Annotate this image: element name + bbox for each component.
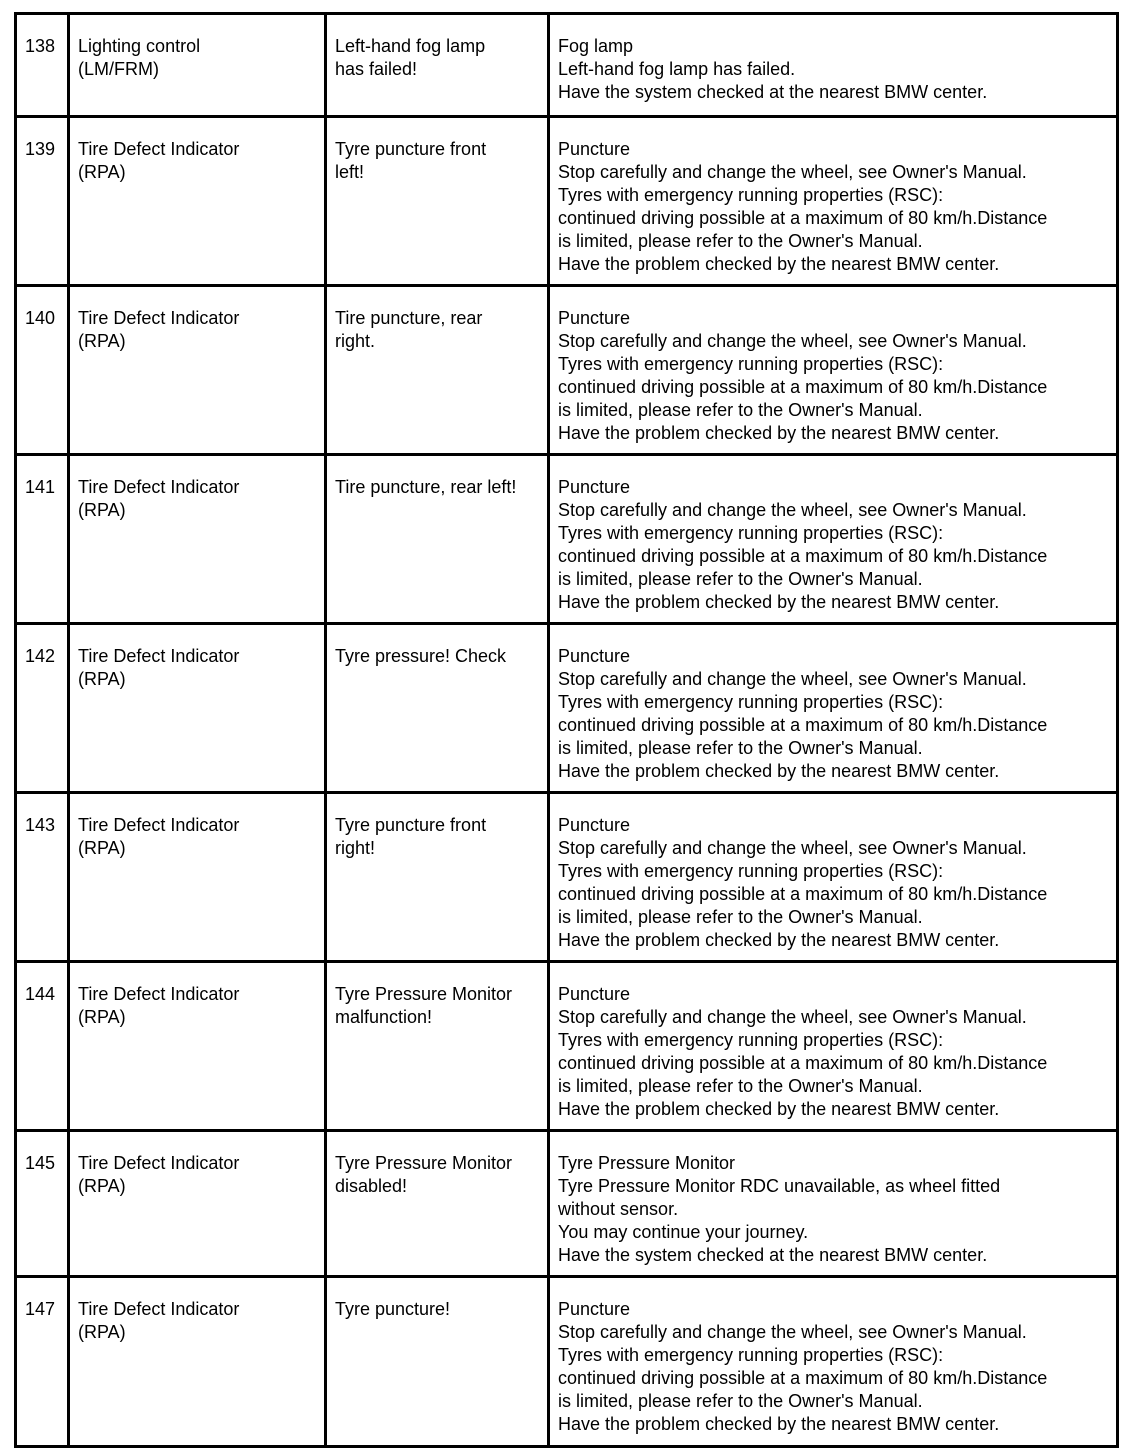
description-line: continued driving possible at a maximum of 80 km/h.Distance [558,208,1048,228]
description-line: Tyres with emergency running properties (RSC): [558,523,944,543]
message-line: Tire puncture, rear [335,308,483,328]
table-row [16,1131,1118,1277]
system-cell [69,793,326,962]
system-cell [69,1277,326,1447]
description-line: Puncture [558,815,631,835]
system-line: Tire Defect Indicator [78,1299,240,1319]
message-number: 144 [25,984,56,1004]
description-line: Stop carefully and change the wheel, see Owner's Manual. [558,162,1027,182]
system-line: (RPA) [78,331,126,351]
description-line: continued driving possible at a maximum of 80 km/h.Distance [558,377,1048,397]
description-line: is limited, please refer to the Owner's Manual. [558,400,923,420]
message-number-cell [16,624,69,793]
description-line: continued driving possible at a maximum of 80 km/h.Distance [558,884,1048,904]
message-cell [326,624,549,793]
table-row [16,286,1118,455]
description-cell [549,117,1118,286]
message-number: 145 [25,1153,56,1173]
description-line: Have the problem checked by the nearest BMW center. [558,1414,1000,1434]
description-line: Tyres with emergency running properties (RSC): [558,185,944,205]
description-cell [549,624,1118,793]
message-number-cell [16,1277,69,1447]
description-cell [549,962,1118,1131]
description-line: Have the problem checked by the nearest BMW center. [558,930,1000,950]
message-number: 143 [25,815,56,835]
description-line: Stop carefully and change the wheel, see Owner's Manual. [558,1322,1027,1342]
check-control-message-table [14,12,1119,1448]
description-line: Have the problem checked by the nearest BMW center. [558,761,1000,781]
description-line: Puncture [558,984,631,1004]
system-line: (RPA) [78,162,126,182]
description-line: without sensor. [558,1199,679,1219]
system-line: Tire Defect Indicator [78,139,240,159]
message-cell [326,793,549,962]
description-line: continued driving possible at a maximum of 80 km/h.Distance [558,1053,1048,1073]
system-line: Tire Defect Indicator [78,646,240,666]
description-line: Tyre Pressure Monitor RDC unavailable, as wheel fitted [558,1176,1001,1196]
message-cell [326,14,549,117]
table-row [16,14,1118,117]
description-cell [549,793,1118,962]
description-line: is limited, please refer to the Owner's Manual. [558,231,923,251]
description-line: is limited, please refer to the Owner's Manual. [558,1076,923,1096]
message-number: 142 [25,646,56,666]
system-line: (RPA) [78,1176,126,1196]
system-cell [69,962,326,1131]
message-line: Tyre Pressure Monitor [335,1153,513,1173]
system-line: Lighting control [78,36,201,56]
message-line: malfunction! [335,1007,433,1027]
description-line: Stop carefully and change the wheel, see Owner's Manual. [558,1007,1027,1027]
description-line: Tyres with emergency running properties (RSC): [558,692,944,712]
description-line: Tyre Pressure Monitor [558,1153,736,1173]
description-line: is limited, please refer to the Owner's Manual. [558,569,923,589]
table-row [16,455,1118,624]
description-line: Puncture [558,308,631,328]
system-cell [69,14,326,117]
system-line: (RPA) [78,669,126,689]
description-cell [549,455,1118,624]
description-line: is limited, please refer to the Owner's Manual. [558,738,923,758]
system-line: Tire Defect Indicator [78,815,240,835]
description-line: Left-hand fog lamp has failed. [558,59,796,79]
description-line: Stop carefully and change the wheel, see Owner's Manual. [558,838,1027,858]
description-line: Have the problem checked by the nearest BMW center. [558,254,1000,274]
system-cell [69,455,326,624]
message-line: right. [335,331,376,351]
description-line: Puncture [558,477,631,497]
description-line: You may continue your journey. [558,1222,809,1242]
system-line: Tire Defect Indicator [78,477,240,497]
description-line: Puncture [558,139,631,159]
message-line: Tyre puncture front [335,139,487,159]
description-cell [549,286,1118,455]
message-number-cell [16,962,69,1131]
message-number: 147 [25,1299,56,1319]
message-number-cell [16,455,69,624]
system-cell [69,286,326,455]
message-number-cell [16,14,69,117]
description-line: Stop carefully and change the wheel, see Owner's Manual. [558,331,1027,351]
system-cell [69,624,326,793]
message-line: Tire puncture, rear left! [335,477,517,497]
table-row [16,793,1118,962]
message-line: Tyre puncture! [335,1299,451,1319]
description-line: Have the problem checked by the nearest BMW center. [558,1099,1000,1119]
description-line: is limited, please refer to the Owner's Manual. [558,907,923,927]
description-line: continued driving possible at a maximum of 80 km/h.Distance [558,715,1048,735]
message-cell [326,962,549,1131]
system-cell [69,1131,326,1277]
message-cell [326,455,549,624]
description-line: Fog lamp [558,36,634,56]
message-cell [326,286,549,455]
message-cell [326,1277,549,1447]
message-number-cell [16,793,69,962]
description-line: continued driving possible at a maximum of 80 km/h.Distance [558,1368,1048,1388]
message-number: 138 [25,36,56,56]
description-line: continued driving possible at a maximum of 80 km/h.Distance [558,546,1048,566]
description-line: Tyres with emergency running properties (RSC): [558,354,944,374]
description-line: Puncture [558,646,631,666]
table-row [16,624,1118,793]
system-line: Tire Defect Indicator [78,984,240,1004]
system-line: (RPA) [78,838,126,858]
table-row [16,117,1118,286]
message-line: Left-hand fog lamp [335,36,486,56]
description-line: Have the system checked at the nearest BMW center. [558,82,988,102]
table-body [16,14,1118,1447]
message-line: Tyre pressure! Check [335,646,507,666]
description-line: Have the system checked at the nearest BMW center. [558,1245,988,1265]
message-line: Tyre Pressure Monitor [335,984,513,1004]
system-line: (RPA) [78,1007,126,1027]
system-line: (LM/FRM) [78,59,159,79]
message-number: 141 [25,477,56,497]
table-row [16,1277,1118,1447]
message-number-cell [16,117,69,286]
description-cell [549,1277,1118,1447]
message-number-cell [16,1131,69,1277]
description-line: Tyres with emergency running properties (RSC): [558,1030,944,1050]
message-line: left! [335,162,365,182]
message-number: 139 [25,139,56,159]
message-line: right! [335,838,376,858]
message-line: has failed! [335,59,418,79]
system-cell [69,117,326,286]
description-line: Stop carefully and change the wheel, see Owner's Manual. [558,500,1027,520]
description-line: Stop carefully and change the wheel, see Owner's Manual. [558,669,1027,689]
table-row [16,962,1118,1131]
message-cell [326,1131,549,1277]
description-line: Have the problem checked by the nearest BMW center. [558,423,1000,443]
description-line: Have the problem checked by the nearest BMW center. [558,592,1000,612]
message-cell [326,117,549,286]
description-line: Puncture [558,1299,631,1319]
description-line: Tyres with emergency running properties (RSC): [558,1345,944,1365]
message-number: 140 [25,308,56,328]
description-cell [549,14,1118,117]
description-line: Tyres with emergency running properties (RSC): [558,861,944,881]
description-line: is limited, please refer to the Owner's Manual. [558,1391,923,1411]
system-line: Tire Defect Indicator [78,308,240,328]
system-line: (RPA) [78,1322,126,1342]
message-line: Tyre puncture front [335,815,487,835]
message-number-cell [16,286,69,455]
description-cell [549,1131,1118,1277]
message-line: disabled! [335,1176,408,1196]
system-line: (RPA) [78,500,126,520]
system-line: Tire Defect Indicator [78,1153,240,1173]
